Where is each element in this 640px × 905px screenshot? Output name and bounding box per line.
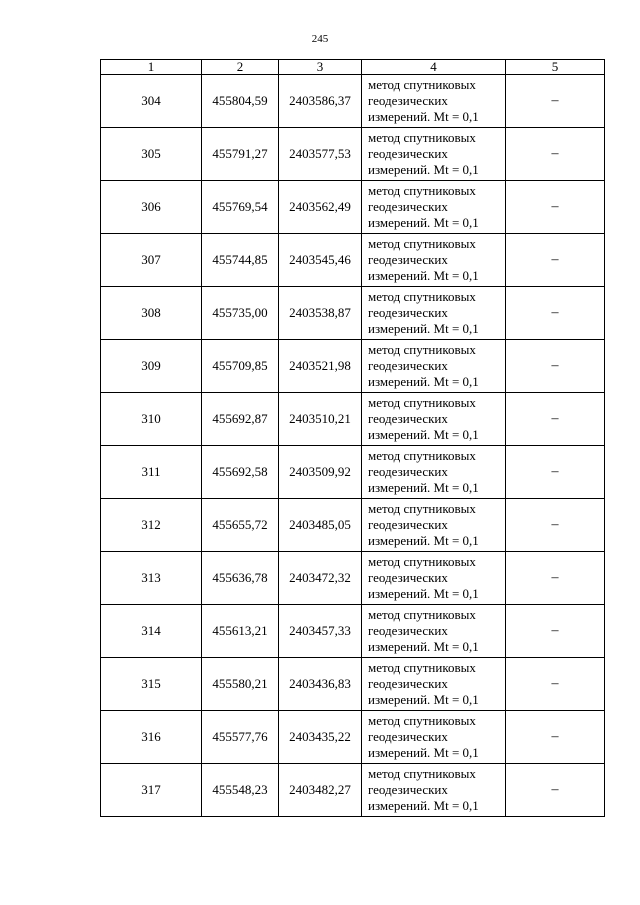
method-line: измерений. Mt = 0,1 [368, 162, 479, 177]
y-coordinate-cell: 2403545,46 [279, 234, 362, 287]
method-line: метод спутниковых [368, 766, 476, 781]
method-cell [362, 499, 506, 552]
y-coordinate-cell: 2403436,83 [279, 658, 362, 711]
method-line: геодезических [368, 252, 448, 267]
method-cell [362, 393, 506, 446]
point-number-cell: 311 [101, 446, 202, 499]
point-number-cell: 312 [101, 499, 202, 552]
method-line: измерений. Mt = 0,1 [368, 374, 479, 389]
method-line: геодезических [368, 464, 448, 479]
x-coordinate-cell: 455548,23 [202, 764, 279, 817]
method-line: метод спутниковых [368, 607, 476, 622]
method-cell [362, 764, 506, 817]
point-number-cell: 307 [101, 234, 202, 287]
table-row [101, 234, 605, 287]
table-row [101, 340, 605, 393]
method-cell [362, 128, 506, 181]
method-line: измерений. Mt = 0,1 [368, 268, 479, 283]
method-cell [362, 340, 506, 393]
point-number-cell: 309 [101, 340, 202, 393]
method-cell [362, 605, 506, 658]
header-col-2: 2 [202, 60, 279, 75]
method-line: измерений. Mt = 0,1 [368, 533, 479, 548]
note-cell: – [506, 340, 605, 393]
header-col-1: 1 [101, 60, 202, 75]
point-number-cell: 314 [101, 605, 202, 658]
method-line: метод спутниковых [368, 501, 476, 516]
y-coordinate-cell: 2403521,98 [279, 340, 362, 393]
method-line: геодезических [368, 623, 448, 638]
note-cell: – [506, 128, 605, 181]
method-line: метод спутниковых [368, 77, 476, 92]
note-cell: – [506, 711, 605, 764]
table-row [101, 764, 605, 817]
table-row [101, 446, 605, 499]
y-coordinate-cell: 2403472,32 [279, 552, 362, 605]
note-cell: – [506, 658, 605, 711]
y-coordinate-cell: 2403485,05 [279, 499, 362, 552]
method-line: метод спутниковых [368, 554, 476, 569]
method-line: геодезических [368, 570, 448, 585]
point-number-cell: 308 [101, 287, 202, 340]
y-coordinate-cell: 2403457,33 [279, 605, 362, 658]
method-line: геодезических [368, 199, 448, 214]
method-line: измерений. Mt = 0,1 [368, 586, 479, 601]
method-cell [362, 658, 506, 711]
method-line: геодезических [368, 782, 448, 797]
method-line: измерений. Mt = 0,1 [368, 321, 479, 336]
note-cell: – [506, 75, 605, 128]
method-line: измерений. Mt = 0,1 [368, 480, 479, 495]
note-cell: – [506, 446, 605, 499]
method-cell [362, 181, 506, 234]
method-line: измерений. Mt = 0,1 [368, 109, 479, 124]
method-line: измерений. Mt = 0,1 [368, 692, 479, 707]
y-coordinate-cell: 2403435,22 [279, 711, 362, 764]
method-cell [362, 287, 506, 340]
method-line: геодезических [368, 676, 448, 691]
method-cell [362, 234, 506, 287]
method-line: метод спутниковых [368, 183, 476, 198]
table-header [101, 60, 605, 75]
method-line: геодезических [368, 93, 448, 108]
y-coordinate-cell: 2403577,53 [279, 128, 362, 181]
note-cell: – [506, 181, 605, 234]
y-coordinate-cell: 2403586,37 [279, 75, 362, 128]
x-coordinate-cell: 455613,21 [202, 605, 279, 658]
method-cell [362, 75, 506, 128]
point-number-cell: 315 [101, 658, 202, 711]
method-line: геодезических [368, 358, 448, 373]
point-number-cell: 306 [101, 181, 202, 234]
table-row [101, 658, 605, 711]
method-line: измерений. Mt = 0,1 [368, 215, 479, 230]
y-coordinate-cell: 2403538,87 [279, 287, 362, 340]
note-cell: – [506, 234, 605, 287]
note-cell: – [506, 393, 605, 446]
table-body [101, 75, 605, 817]
y-coordinate-cell: 2403482,27 [279, 764, 362, 817]
x-coordinate-cell: 455692,87 [202, 393, 279, 446]
table-row [101, 75, 605, 128]
method-line: измерений. Mt = 0,1 [368, 639, 479, 654]
method-line: метод спутниковых [368, 236, 476, 251]
note-cell: – [506, 287, 605, 340]
header-col-3: 3 [279, 60, 362, 75]
method-line: метод спутниковых [368, 130, 476, 145]
method-line: измерений. Mt = 0,1 [368, 427, 479, 442]
method-line: метод спутниковых [368, 713, 476, 728]
table-row [101, 393, 605, 446]
point-number-cell: 317 [101, 764, 202, 817]
note-cell: – [506, 764, 605, 817]
method-line: геодезических [368, 729, 448, 744]
header-col-5: 5 [506, 60, 605, 75]
table-row [101, 552, 605, 605]
coordinates-table [100, 59, 605, 817]
table-row [101, 128, 605, 181]
x-coordinate-cell: 455709,85 [202, 340, 279, 393]
header-row [101, 60, 605, 75]
method-line: геодезических [368, 517, 448, 532]
method-cell [362, 552, 506, 605]
method-line: измерений. Mt = 0,1 [368, 745, 479, 760]
method-line: метод спутниковых [368, 342, 476, 357]
y-coordinate-cell: 2403562,49 [279, 181, 362, 234]
table-row [101, 181, 605, 234]
method-line: геодезических [368, 305, 448, 320]
method-line: геодезических [368, 411, 448, 426]
x-coordinate-cell: 455791,27 [202, 128, 279, 181]
table-row [101, 711, 605, 764]
point-number-cell: 313 [101, 552, 202, 605]
x-coordinate-cell: 455735,00 [202, 287, 279, 340]
method-cell [362, 711, 506, 764]
x-coordinate-cell: 455577,76 [202, 711, 279, 764]
table-row [101, 287, 605, 340]
point-number-cell: 304 [101, 75, 202, 128]
y-coordinate-cell: 2403509,92 [279, 446, 362, 499]
method-line: измерений. Mt = 0,1 [368, 798, 479, 813]
x-coordinate-cell: 455744,85 [202, 234, 279, 287]
x-coordinate-cell: 455769,54 [202, 181, 279, 234]
table-row [101, 499, 605, 552]
method-line: метод спутниковых [368, 448, 476, 463]
table-row [101, 605, 605, 658]
x-coordinate-cell: 455804,59 [202, 75, 279, 128]
header-col-4: 4 [362, 60, 506, 75]
note-cell: – [506, 605, 605, 658]
x-coordinate-cell: 455580,21 [202, 658, 279, 711]
method-line: метод спутниковых [368, 289, 476, 304]
note-cell: – [506, 552, 605, 605]
page-number: 245 [311, 33, 329, 45]
method-line: геодезических [368, 146, 448, 161]
point-number-cell: 310 [101, 393, 202, 446]
point-number-cell: 305 [101, 128, 202, 181]
point-number-cell: 316 [101, 711, 202, 764]
method-cell [362, 446, 506, 499]
method-line: метод спутниковых [368, 660, 476, 675]
method-line: метод спутниковых [368, 395, 476, 410]
x-coordinate-cell: 455655,72 [202, 499, 279, 552]
x-coordinate-cell: 455636,78 [202, 552, 279, 605]
y-coordinate-cell: 2403510,21 [279, 393, 362, 446]
x-coordinate-cell: 455692,58 [202, 446, 279, 499]
note-cell: – [506, 499, 605, 552]
